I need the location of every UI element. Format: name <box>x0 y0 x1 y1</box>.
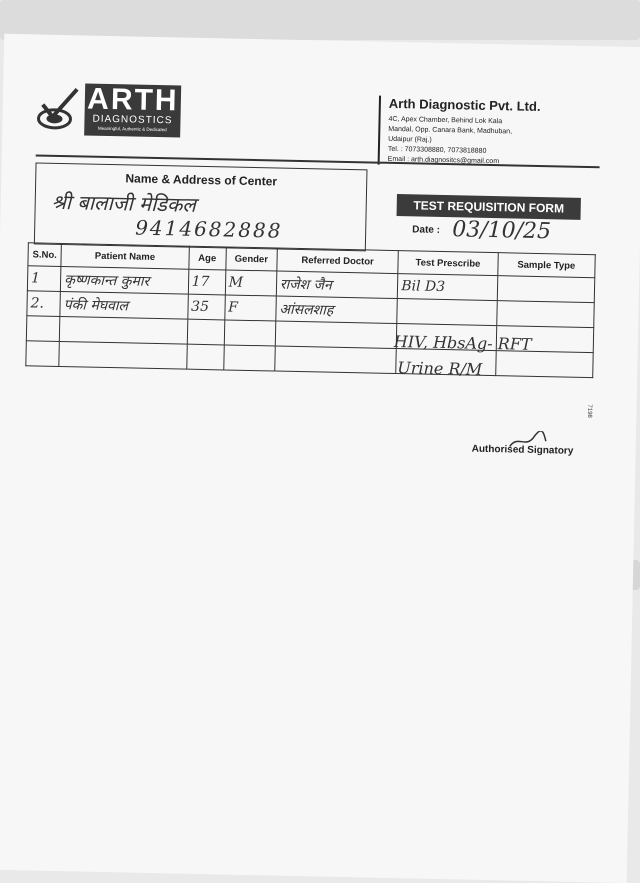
company-address-1: 4C, Apex Chamber, Behind Lok Kala <box>388 115 503 126</box>
requisition-form-sheet <box>0 34 640 883</box>
row1-gender: M <box>225 270 277 296</box>
row2-sample <box>496 301 594 328</box>
empty-cell <box>495 351 593 378</box>
date-value: 03/10/25 <box>451 217 552 245</box>
row2-gender: F <box>224 295 276 321</box>
row2-age: 35 <box>187 294 225 320</box>
row2-patient: पंकी मेघवाल <box>60 291 188 319</box>
col-sno: S.No. <box>28 243 62 267</box>
col-age: Age <box>188 246 226 270</box>
row1-patient: कृष्णकान्त कुमार <box>60 267 188 295</box>
logo-subtitle: DIAGNOSTICS <box>92 113 173 127</box>
row3-patient <box>59 316 187 344</box>
center-box <box>34 162 368 251</box>
row3-doctor <box>275 321 397 349</box>
center-name-handwritten: श्री बालाजी मेडिकल <box>51 189 197 217</box>
col-test-prescribe: Test Prescribe <box>398 251 498 276</box>
form-title: TEST REQUISITION FORM <box>397 194 581 220</box>
row2-test <box>397 299 497 326</box>
target-check-icon <box>36 86 81 131</box>
col-sample-type: Sample Type <box>497 253 595 278</box>
row1-test: Bil D3 <box>398 274 498 301</box>
center-heading: Name & Address of Center <box>125 171 278 189</box>
row3-sno <box>26 316 60 342</box>
row2-doctor: आंसलशाह <box>276 296 398 324</box>
company-tel: Tel. : 7073308880, 7073818880 <box>387 145 487 155</box>
company-name: Arth Diagnostic Pvt. Ltd. <box>388 95 541 115</box>
company-info <box>378 96 609 170</box>
empty-cell <box>59 341 187 369</box>
requisition-table <box>25 242 595 378</box>
logo-tagline: Meaningful, Authentic & Dedicated <box>97 125 167 133</box>
company-address-2: Mandal, Opp. Canara Bank, Madhuban, <box>388 125 513 136</box>
logo-wordmark <box>84 83 181 137</box>
company-address-3: Udaipur (Raj.) <box>388 135 432 144</box>
row3-test-handwritten: Urine R/M <box>397 358 483 379</box>
logo-title: ARTH <box>86 82 179 118</box>
empty-cell <box>275 346 397 374</box>
form-code: 7198 <box>586 404 593 418</box>
col-referred-doctor: Referred Doctor <box>277 248 399 274</box>
company-email: Email : arth.diagnositcs@gmail.com <box>387 155 500 166</box>
empty-cell <box>186 344 224 370</box>
col-patient-name: Patient Name <box>61 244 189 270</box>
arth-logo <box>36 78 187 145</box>
row1-doctor: राजेश जैन <box>276 271 398 299</box>
row1-sno: 1 <box>27 266 61 292</box>
row2-sno: 2. <box>27 291 61 317</box>
row3-age <box>187 319 225 345</box>
row2-test-handwritten: HIV, HbsAg- RFT <box>393 331 532 354</box>
col-gender: Gender <box>226 247 278 271</box>
authorised-signatory: Authorised Signatory <box>471 443 574 457</box>
row1-age: 17 <box>188 269 226 295</box>
empty-cell <box>223 345 275 371</box>
empty-cell <box>26 341 60 367</box>
row1-sample <box>497 276 595 303</box>
row3-gender <box>224 320 276 346</box>
center-phone-handwritten: 9414682888 <box>134 215 283 243</box>
date-label: Date : <box>412 224 441 236</box>
scan-edge <box>0 0 640 40</box>
